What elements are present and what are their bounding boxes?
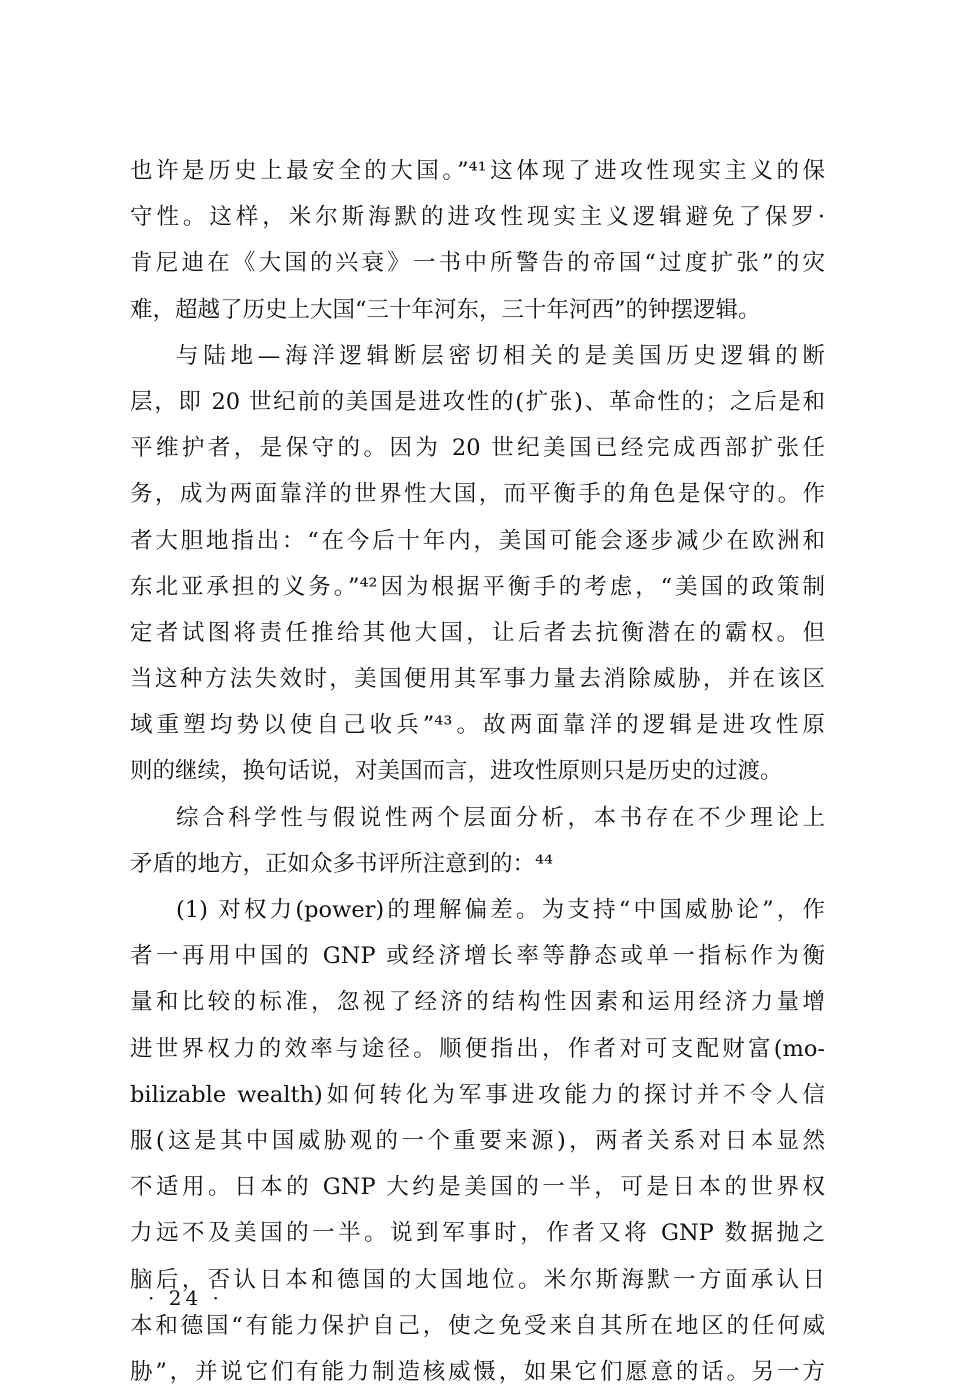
text-line-14: 则的继续，换句话说，对美国而言，进攻性原则只是历史的过渡。 bbox=[130, 758, 783, 785]
text-line-1: 也许是历史上最安全的大国。”⁴¹这体现了进攻性现实主义的保 bbox=[130, 158, 825, 184]
text-line-22: 服(这是其中国威胁观的一个重要来源)，两者关系对日本显然 bbox=[130, 1127, 825, 1154]
text-line-21: bilizable wealth)如何转化为军事进攻能力的探讨并不令人信 bbox=[130, 1081, 825, 1108]
text-line-13: 域重塑均势以使自己收兵”⁴³。故两面靠洋的逻辑是进攻性原 bbox=[130, 712, 825, 739]
text-line-10: 东北亚承担的义务。”⁴²因为根据平衡手的考虑，“美国的政策制 bbox=[130, 573, 825, 600]
text-line-17: (1) 对权力(power)的理解偏差。为支持“中国威胁论”，作 bbox=[176, 897, 825, 923]
text-line-24: 力远不及美国的一半。说到军事时，作者又将 GNP 数据抛之 bbox=[130, 1220, 825, 1247]
text-line-9: 者大胆地指出：“在今后十年内，美国可能会逐步减少在欧洲和 bbox=[130, 527, 825, 554]
text-line-5: 与陆地—海洋逻辑断层密切相关的是美国历史逻辑的断 bbox=[176, 342, 825, 369]
text-line-11: 定者试图将责任推给其他大国，让后者去抗衡潜在的霸权。但 bbox=[130, 619, 825, 646]
text-line-4: 难，超越了历史上大国“三十年河东，三十年河西”的钟摆逻辑。 bbox=[130, 296, 761, 323]
text-line-26: 本和德国“有能力保护自己，使之免受来自其所在地区的任何威 bbox=[130, 1312, 825, 1339]
text-line-2: 守性。这样，米尔斯海默的进攻性现实主义逻辑避免了保罗· bbox=[130, 204, 825, 231]
text-line-23: 不适用。日本的 GNP 大约是美国的一半，可是日本的世界权 bbox=[130, 1174, 825, 1201]
text-line-16: 矛盾的地方，正如众多书评所注意到的：⁴⁴ bbox=[130, 850, 554, 877]
text-line-7: 平维护者，是保守的。因为 20 世纪美国已经完成西部扩张任 bbox=[130, 435, 825, 462]
text-line-27: 胁”，并说它们有能力制造核威慑，如果它们愿意的话。另一方 bbox=[130, 1358, 825, 1385]
text-line-19: 量和比较的标准，忽视了经济的结构性因素和运用经济力量增 bbox=[130, 989, 825, 1016]
text-line-25: 脑后，否认日本和德国的大国地位。米尔斯海默一方面承认日 bbox=[130, 1266, 825, 1293]
text-line-8: 务，成为两面靠洋的世界性大国，而平衡手的角色是保守的。作 bbox=[130, 481, 825, 508]
text-line-18: 者一再用中国的 GNP 或经济增长率等静态或单一指标作为衡 bbox=[130, 943, 825, 970]
text-line-15: 综合科学性与假说性两个层面分析，本书存在不少理论上 bbox=[176, 804, 825, 831]
page-number: · 24 · bbox=[148, 1286, 223, 1310]
text-line-3: 肯尼迪在《大国的兴衰》一书中所警告的帝国“过度扩张”的灾 bbox=[130, 250, 825, 277]
text-line-12: 当这种方法失效时，美国便用其军事力量去消除威胁，并在该区 bbox=[130, 666, 825, 693]
text-line-20: 进世界权力的效率与途径。顺便指出，作者对可支配财富(mo- bbox=[130, 1035, 825, 1062]
body-text bbox=[130, 148, 825, 1395]
text-line-6: 层，即 20 世纪前的美国是进攻性的(扩张)、革命性的；之后是和 bbox=[130, 388, 825, 415]
